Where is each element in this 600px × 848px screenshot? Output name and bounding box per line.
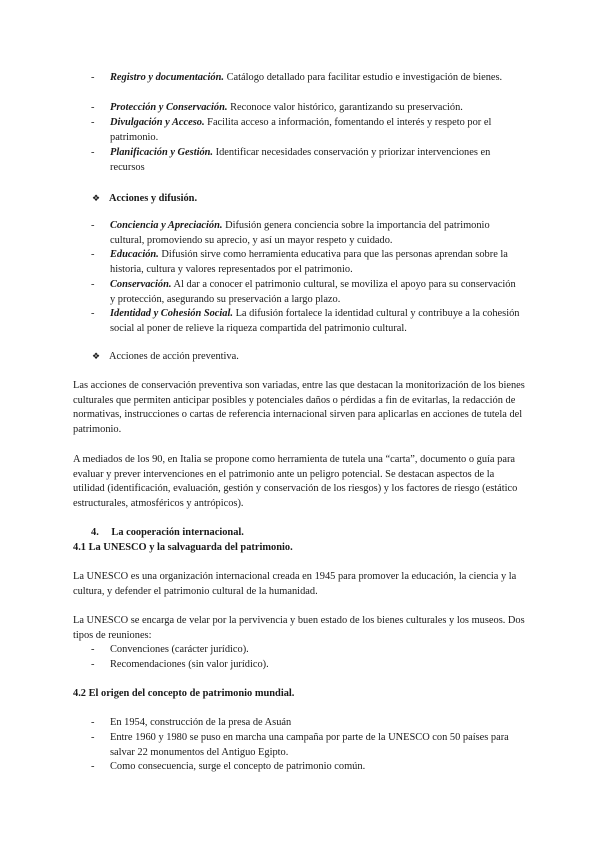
subsection-heading: 4.2 El origen del concepto de patrimonio mundial. <box>73 688 295 699</box>
list-item-text: Al dar a conocer el patrimonio cultural, se moviliza el apoyo para su conservación y protección, asegurando su preservación a largo plazo. <box>110 279 516 305</box>
list-dash: - <box>91 279 95 290</box>
list-item-text: La difusión fortalece la identidad cultural y contribuye a la cohesión social al poner de relieve la riqueza compartida del patrimonio cultural. <box>110 308 520 334</box>
list-item <box>91 219 521 248</box>
list-item <box>91 278 521 307</box>
list-item <box>91 248 521 277</box>
paragraph: Las acciones de conservación preventiva son variadas, entre las que destacan la monitorización de los bienes culturales que permiten anticipar posibles y potenciales daños o pérdidas a fin de evitarlas, la redacción de normativas, instrucciones o cartas de referencia internacional sirven para aplicarlas en acciones de tutela del patrimonio. <box>73 380 525 435</box>
list-item <box>91 760 521 775</box>
list-dash: - <box>91 220 95 231</box>
list-item <box>91 146 521 175</box>
list-item <box>91 716 521 731</box>
section-heading <box>92 192 512 207</box>
section-number: 4. <box>91 527 99 538</box>
list-item-text: Catálogo detallado para facilitar estudio e investigación de bienes. <box>224 72 503 83</box>
diamond-bullet-icon: ❖ <box>92 194 101 204</box>
section-heading <box>92 350 512 365</box>
list-item-term: Conservación. <box>110 279 172 290</box>
list-dash: - <box>91 102 95 113</box>
list-item-text: Recomendaciones (sin valor jurídico). <box>110 659 269 670</box>
list-item <box>91 101 521 116</box>
list-item-text: Reconoce valor histórico, garantizando su preservación. <box>227 102 463 113</box>
list-item-term: Identidad y Cohesión Social. <box>110 308 233 319</box>
heading-text: Acciones y difusión. <box>109 193 198 204</box>
heading-text: Acciones de acción preventiva. <box>109 351 239 362</box>
list-item-text: Convenciones (carácter jurídico). <box>110 644 249 655</box>
list-item-text: Facilita acceso a información, fomentando el interés y respeto por el patrimonio. <box>110 117 492 143</box>
list-dash: - <box>91 249 95 260</box>
list-item <box>91 731 521 760</box>
list-dash: - <box>91 644 95 655</box>
list-item <box>91 71 521 86</box>
list-item-text: En 1954, construcción de la presa de Asuán <box>110 717 292 728</box>
list-item <box>91 658 521 673</box>
list-item-text: Difusión sirve como herramienta educativa para que las personas aprendan sobre la historia, cultura y valores representados por el patrimonio. <box>110 249 508 275</box>
paragraph: La UNESCO es una organización internacional creada en 1945 para promover la educación, la ciencia y la cultura, y defender el patrimonio cultural de la humanidad. <box>73 571 517 597</box>
list-dash: - <box>91 659 95 670</box>
section-title: La cooperación internacional. <box>111 527 244 538</box>
list-item-term: Planificación y Gestión. <box>110 147 214 158</box>
list-dash: - <box>91 732 95 743</box>
list-item-term: Conciencia y Apreciación. <box>110 220 223 231</box>
list-dash: - <box>91 147 95 158</box>
list-item-term: Registro y documentación. <box>110 72 225 83</box>
list-dash: - <box>91 717 95 728</box>
list-item <box>91 643 521 658</box>
list-dash: - <box>91 308 95 319</box>
list-item-text: Identificar necesidades conservación y priorizar intervenciones en recursos <box>110 147 491 173</box>
paragraph: La UNESCO se encarga de velar por la pervivencia y buen estado de los bienes culturales y los museos. Dos tipos de reuniones: <box>73 615 525 641</box>
list-item-text: Como consecuencia, surge el concepto de patrimonio común. <box>110 761 366 772</box>
list-item-term: Protección y Conservación. <box>110 102 228 113</box>
list-item <box>91 116 521 145</box>
section-heading <box>91 526 244 541</box>
list-dash: - <box>91 72 95 83</box>
subsection-heading: 4.1 La UNESCO y la salvaguarda del patrimonio. <box>73 542 293 553</box>
diamond-bullet-icon: ❖ <box>92 352 101 362</box>
paragraph: A mediados de los 90, en Italia se propone como herramienta de tutela una “carta”, documento o guía para evaluar y prever intervenciones en el patrimonio ante un peligro potencial. Se destacan aspectos de la utilidad (identificación, evaluación, gestión y conservación de los riesgos) y los factores de riesgo (estático estructurales, atmosféricos y antrópicos). <box>73 454 518 509</box>
list-item-term: Divulgación y Acceso. <box>110 117 205 128</box>
list-item-text: Difusión genera conciencia sobre la importancia del patrimonio cultural, promoviendo su aprecio, y así un mayor respeto y cuidado. <box>110 220 490 246</box>
list-item-text: Entre 1960 y 1980 se puso en marcha una campaña por parte de la UNESCO con 50 países para salvar 22 monumentos del Antiguo Egipto. <box>110 732 509 758</box>
list-item-term: Educación. <box>110 249 159 260</box>
list-dash: - <box>91 761 95 772</box>
list-dash: - <box>91 117 95 128</box>
list-item <box>91 307 521 336</box>
